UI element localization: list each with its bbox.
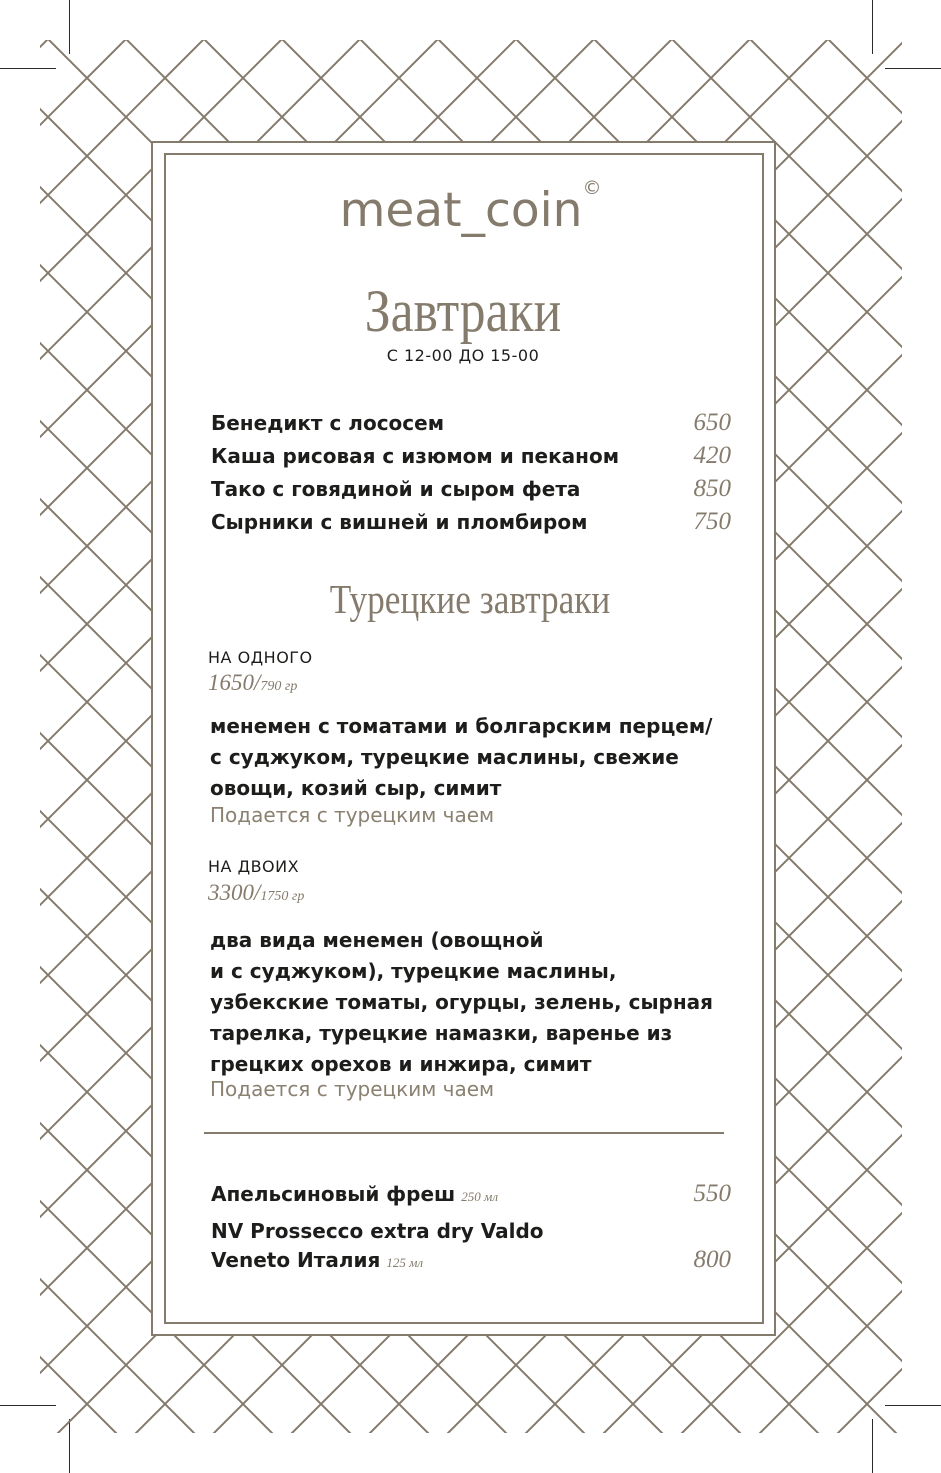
brand-logo <box>0 177 941 238</box>
drink-item <box>211 1180 731 1214</box>
portion-single-description <box>210 711 740 804</box>
menu-item-price: 850 <box>693 475 731 502</box>
portion-price-value: 1650/ <box>208 670 261 695</box>
menu-item-price: 420 <box>693 442 731 469</box>
menu-item-name: Тако с говядиной и сыром фета <box>211 477 581 501</box>
drink-name-text: NV Prossecco extra dry Valdo <box>211 1219 544 1243</box>
section-divider <box>204 1132 724 1134</box>
menu-item-name: Бенедикт с лососем <box>211 411 445 435</box>
description-line: и с суджуком), турецкие маслины, <box>210 959 617 983</box>
portion-price-value: 3300/ <box>208 880 261 905</box>
copyright-mark: © <box>582 177 602 199</box>
breakfast-hours: С 12-00 ДО 15-00 <box>386 346 540 365</box>
menu-item-price: 750 <box>693 508 731 535</box>
portion-weight: 1750 гр <box>260 889 305 904</box>
description-line: два вида менемен (овощной <box>210 928 544 952</box>
portion-single-note: Подается с турецким чаем <box>210 803 495 827</box>
description-line: с суджуком, турецкие маслины, свежие <box>210 745 679 769</box>
portion-single-label: НА ОДНОГО <box>208 648 313 667</box>
portion-weight: 790 гр <box>260 679 298 694</box>
drink-price: 550 <box>693 1180 731 1207</box>
drink-name-text: Апельсиновый фреш <box>211 1182 456 1206</box>
menu-item <box>211 409 731 443</box>
menu-item-name: Сырники с вишней и пломбиром <box>211 510 588 534</box>
menu-item-price: 650 <box>693 409 731 436</box>
description-line: тарелка, турецкие намазки, варенье из <box>210 1021 673 1045</box>
menu-item <box>211 508 731 542</box>
description-line: овощи, козий сыр, симит <box>210 776 502 800</box>
drink-volume: 125 мл <box>386 1255 424 1270</box>
description-line: грецких орехов и инжира, симит <box>210 1052 592 1076</box>
portion-double-description <box>210 925 740 1080</box>
turkish-breakfast-title: Турецкие завтраки <box>329 576 611 622</box>
brand-logo-text: meat_coin <box>339 183 583 238</box>
description-line: узбекские томаты, огурцы, зелень, сырная <box>210 990 713 1014</box>
menu-item-name: Каша рисовая с изюмом и пеканом <box>211 444 620 468</box>
drink-name-text: Veneto Италия <box>211 1248 381 1272</box>
menu-item <box>211 475 731 509</box>
description-line: менемен с томатами и болгарским перцем/ <box>210 714 713 738</box>
portion-double-note: Подается с турецким чаем <box>210 1077 495 1101</box>
drink-item <box>211 1246 731 1280</box>
portion-double-label: НА ДВОИХ <box>208 857 300 876</box>
drink-name <box>211 1248 423 1272</box>
drink-price: 800 <box>693 1246 731 1273</box>
portion-double-price <box>208 880 304 906</box>
drink-volume: 250 мл <box>461 1189 498 1204</box>
portion-single-price <box>208 670 297 696</box>
breakfast-title: Завтраки <box>364 278 562 344</box>
menu-item <box>211 442 731 476</box>
drink-name <box>211 1182 498 1206</box>
